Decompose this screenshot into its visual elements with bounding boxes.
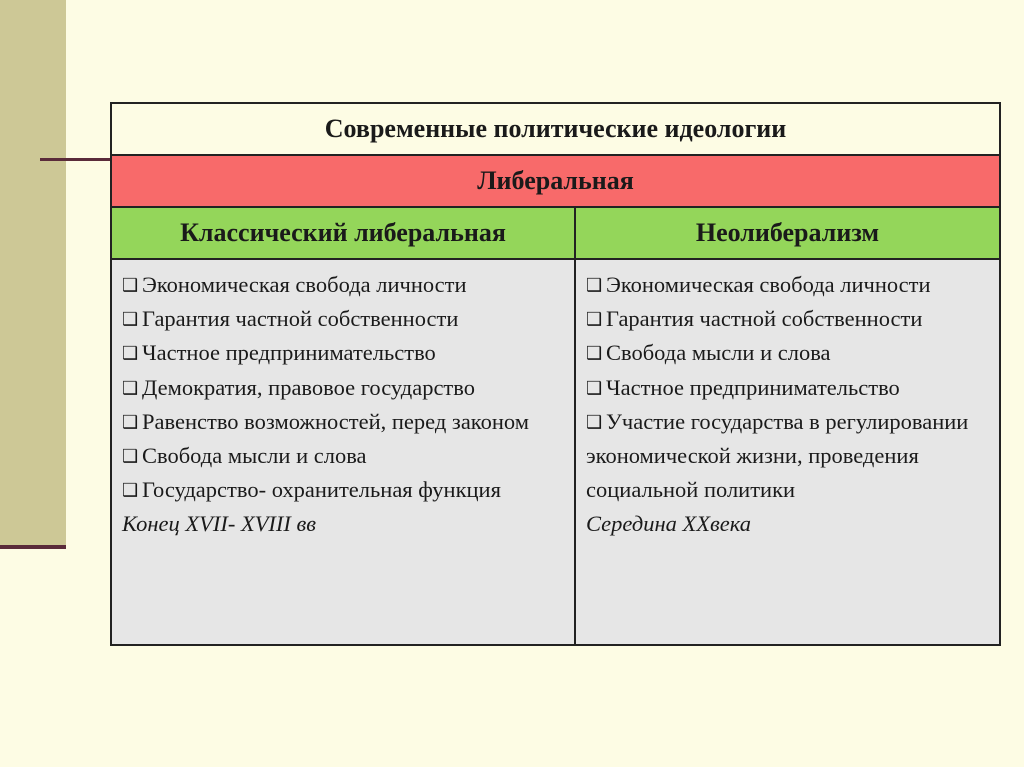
table-title-row bbox=[112, 104, 999, 156]
classical-cell bbox=[112, 260, 576, 644]
checkbox-bullet-icon: ❑ bbox=[122, 309, 139, 330]
column-header-neoliberalism bbox=[576, 208, 999, 258]
checkbox-bullet-icon: ❑ bbox=[122, 446, 139, 467]
list-item: ❑ Демократия, правовое государство bbox=[122, 371, 566, 405]
neoliberalism-cell bbox=[576, 260, 999, 644]
checkbox-bullet-icon: ❑ bbox=[586, 377, 603, 398]
list-item: ❑ Свобода мысли и слова bbox=[586, 336, 991, 370]
table-title: Современные политические идеологии bbox=[324, 114, 787, 143]
checkbox-bullet-icon: ❑ bbox=[586, 275, 603, 295]
checkbox-bullet-icon: ❑ bbox=[122, 480, 139, 501]
period-label: Конец XVII- XVIII вв bbox=[122, 511, 317, 537]
checkbox-bullet-icon: ❑ bbox=[586, 343, 603, 364]
column-header-label: Классический либеральная bbox=[180, 218, 506, 247]
checkbox-bullet-icon: ❑ bbox=[122, 343, 139, 364]
list-item: ❑ Гарантия частной собственности bbox=[586, 302, 991, 336]
list-item: ❑ Частное предпринимательство bbox=[122, 336, 566, 370]
checkbox-bullet-icon: ❑ bbox=[586, 411, 603, 432]
list-item: ❑ Экономическая свобода личности bbox=[122, 268, 566, 302]
column-header-label: Неолиберализм bbox=[695, 218, 880, 247]
checkbox-bullet-icon: ❑ bbox=[586, 309, 603, 330]
decorative-line bbox=[0, 545, 66, 549]
list-item: ❑ Частное предпринимательство bbox=[586, 371, 991, 405]
checkbox-bullet-icon: ❑ bbox=[122, 275, 139, 295]
list-item: ❑ Участие государства в регулировании экономической жизни, проведения социальной политики bbox=[586, 405, 991, 508]
ideologies-table bbox=[110, 102, 1001, 646]
decorative-line bbox=[40, 158, 112, 161]
category-row bbox=[112, 156, 999, 208]
content-row bbox=[112, 260, 999, 644]
list-item: ❑ Государство- охранительная функция bbox=[122, 473, 566, 507]
period-label: Середина XXвека bbox=[586, 511, 751, 537]
list-item: ❑ Равенство возможностей, перед законом bbox=[122, 405, 566, 439]
checkbox-bullet-icon: ❑ bbox=[122, 377, 139, 398]
list-item: ❑ Свобода мысли и слова bbox=[122, 439, 566, 473]
checkbox-bullet-icon: ❑ bbox=[122, 411, 139, 432]
list-item: ❑ Экономическая свобода личности bbox=[586, 268, 991, 302]
list-item: ❑ Гарантия частной собственности bbox=[122, 302, 566, 336]
column-header-row bbox=[112, 208, 999, 260]
column-header-classical bbox=[112, 208, 576, 258]
category-label: Либеральная bbox=[477, 166, 634, 195]
decorative-side-bar bbox=[0, 0, 66, 546]
